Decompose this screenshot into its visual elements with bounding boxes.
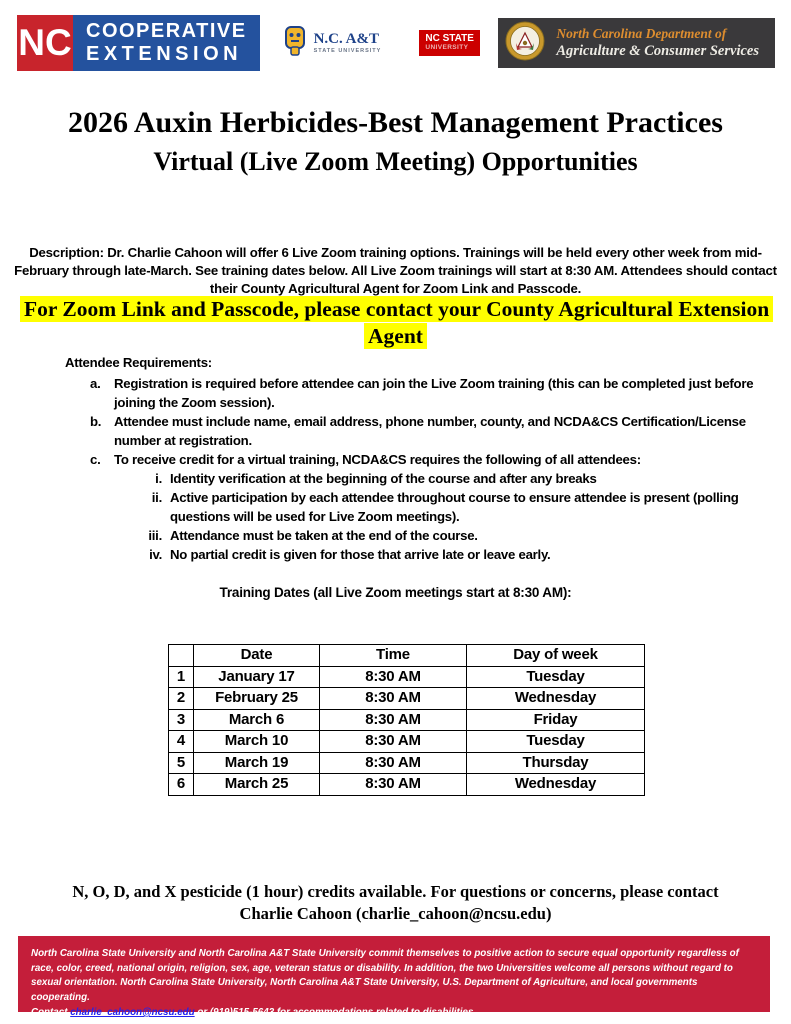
requirement-text: To receive credit for a virtual training, NCDA&CS requires the following of all attendees: bbox=[114, 452, 641, 467]
ncda-logo bbox=[498, 18, 775, 68]
zoom-contact-highlight-text: For Zoom Link and Passcode, please contact your County Agricultural Extension Agent bbox=[20, 296, 773, 349]
description-label: Description: bbox=[29, 245, 104, 260]
cooperative-extension-logo bbox=[17, 15, 260, 71]
cell-date: February 25 bbox=[194, 688, 320, 710]
cell-day: Thursday bbox=[467, 752, 645, 774]
training-dates-caption: Training Dates (all Live Zoom meetings start at 8:30 AM): bbox=[219, 585, 572, 600]
subitem-label: i. bbox=[155, 471, 162, 486]
nc-mark: NC bbox=[17, 15, 73, 71]
description-text: Dr. Charlie Cahoon will offer 6 Live Zoom training options. Trainings will be held every other week from mid-February through late-March. See training dates below. All Live Zoom trainings will start at 8:30 AM. Attendees should contact their County Agricultural Agent for Zoom Link and Passcode. bbox=[14, 245, 777, 296]
subitem-label: iv. bbox=[149, 547, 162, 562]
table-row bbox=[169, 709, 645, 731]
cell-day: Tuesday bbox=[467, 666, 645, 688]
cell-date: March 25 bbox=[194, 774, 320, 796]
cell-index: 6 bbox=[169, 774, 194, 796]
cell-day: Wednesday bbox=[467, 688, 645, 710]
zoom-contact-highlight bbox=[20, 296, 771, 350]
cell-date: January 17 bbox=[194, 666, 320, 688]
cell-index: 1 bbox=[169, 666, 194, 688]
requirement-label: b. bbox=[90, 414, 102, 429]
coop-logo-line2: EXTENSION bbox=[86, 43, 243, 65]
header-logos bbox=[17, 12, 775, 74]
column-header-time: Time bbox=[320, 645, 467, 667]
cell-day: Friday bbox=[467, 709, 645, 731]
ncstate-logo-line2: UNIVERSITY bbox=[425, 43, 469, 51]
column-header-day: Day of week bbox=[467, 645, 645, 667]
ncda-logo-line2: Agriculture & Consumer Services bbox=[556, 43, 759, 60]
ncstate-logo-line1: NC STATE bbox=[425, 33, 474, 45]
subitem-text: No partial credit is given for those that arrive late or leave early. bbox=[170, 547, 551, 562]
credits-line1: N, O, D, and X pesticide (1 hour) credits available. For questions or concerns, please contact bbox=[72, 882, 719, 901]
footer-statement: North Carolina State University and North Carolina A&T State University commit themselves to positive action to secure equal opportunity regardless of race, color, creed, national origin, religion, sex, age, veteran status or disability. In addition, the two Universities welcome all persons without regard to sexual orientation. North Carolina State University, North Carolina A&T State University, U.S. Department of Agriculture, and local governments cooperating. bbox=[31, 948, 739, 1004]
requirement-label: c. bbox=[90, 452, 101, 467]
requirement-text: Attendee must include name, email address, phone number, county, and NCDA&CS Certification/License number at registration. bbox=[114, 414, 746, 448]
subitem-label: iii. bbox=[148, 528, 162, 543]
cell-time: 8:30 AM bbox=[320, 752, 467, 774]
table-row bbox=[169, 688, 645, 710]
requirement-item-a bbox=[65, 374, 759, 412]
subitem-text: Identity verification at the beginning of the course and after any breaks bbox=[170, 471, 597, 486]
cell-date: March 19 bbox=[194, 752, 320, 774]
cell-day: Wednesday bbox=[467, 774, 645, 796]
requirement-item-b bbox=[65, 412, 759, 450]
column-header-index bbox=[169, 645, 194, 667]
requirement-subitem-iii bbox=[134, 526, 759, 545]
training-dates-table bbox=[168, 644, 645, 796]
subitem-label: ii. bbox=[151, 490, 162, 505]
coop-logo-line1: COOPERATIVE bbox=[86, 20, 247, 42]
table-row bbox=[169, 752, 645, 774]
cell-index: 5 bbox=[169, 752, 194, 774]
cell-index: 4 bbox=[169, 731, 194, 753]
ncat-logo-subtitle: STATE UNIVERSITY bbox=[313, 47, 382, 54]
attendee-requirements bbox=[65, 353, 759, 564]
cell-date: March 10 bbox=[194, 731, 320, 753]
credits-contact bbox=[0, 881, 791, 925]
ncda-logo-line1: North Carolina Department of bbox=[556, 25, 727, 41]
cell-time: 8:30 AM bbox=[320, 774, 467, 796]
cell-time: 8:30 AM bbox=[320, 709, 467, 731]
table-row bbox=[169, 731, 645, 753]
ncat-logo bbox=[282, 26, 382, 61]
footer-contact-suffix: or (919)515-5643 for accommodations related to disabilities. bbox=[194, 1006, 477, 1018]
ncat-aggie-icon bbox=[282, 26, 308, 61]
cell-date: March 6 bbox=[194, 709, 320, 731]
requirement-subitem-ii bbox=[134, 488, 759, 526]
table-header-row bbox=[169, 645, 645, 667]
footer-disclaimer bbox=[18, 936, 770, 1018]
requirement-text: Registration is required before attendee can join the Live Zoom training (this can be completed just before joining the Zoom session). bbox=[114, 376, 754, 410]
ncstate-logo bbox=[419, 30, 480, 55]
ncat-logo-name: N.C. A&T bbox=[313, 30, 380, 47]
footer-contact-prefix: Contact bbox=[31, 1006, 71, 1018]
credits-line2: Charlie Cahoon (charlie_cahoon@ncsu.edu) bbox=[239, 904, 552, 923]
ncda-seal-icon bbox=[505, 21, 545, 66]
requirements-heading: Attendee Requirements: bbox=[65, 355, 212, 370]
table-row bbox=[169, 774, 645, 796]
page-subtitle: Virtual (Live Zoom Meeting) Opportunities bbox=[153, 146, 638, 176]
requirement-subitem-i bbox=[134, 469, 759, 488]
cell-day: Tuesday bbox=[467, 731, 645, 753]
footer-email-link[interactable]: charlie_cahoon@ncsu.edu bbox=[70, 1006, 195, 1018]
cell-time: 8:30 AM bbox=[320, 666, 467, 688]
title-block bbox=[0, 103, 791, 177]
cell-time: 8:30 AM bbox=[320, 688, 467, 710]
cell-index: 3 bbox=[169, 709, 194, 731]
requirement-subitem-iv bbox=[134, 545, 759, 564]
column-header-date: Date bbox=[194, 645, 320, 667]
description-paragraph bbox=[13, 244, 778, 298]
subitem-text: Attendance must be taken at the end of the course. bbox=[170, 528, 478, 543]
page-title: 2026 Auxin Herbicides-Best Management Practices bbox=[68, 106, 723, 139]
cell-index: 2 bbox=[169, 688, 194, 710]
table-row bbox=[169, 666, 645, 688]
subitem-text: Active participation by each attendee throughout course to ensure attendee is present (polling questions will be used for Live Zoom meetings). bbox=[170, 490, 739, 524]
requirement-label: a. bbox=[90, 376, 101, 391]
requirement-item-c bbox=[65, 450, 759, 564]
cell-time: 8:30 AM bbox=[320, 731, 467, 753]
